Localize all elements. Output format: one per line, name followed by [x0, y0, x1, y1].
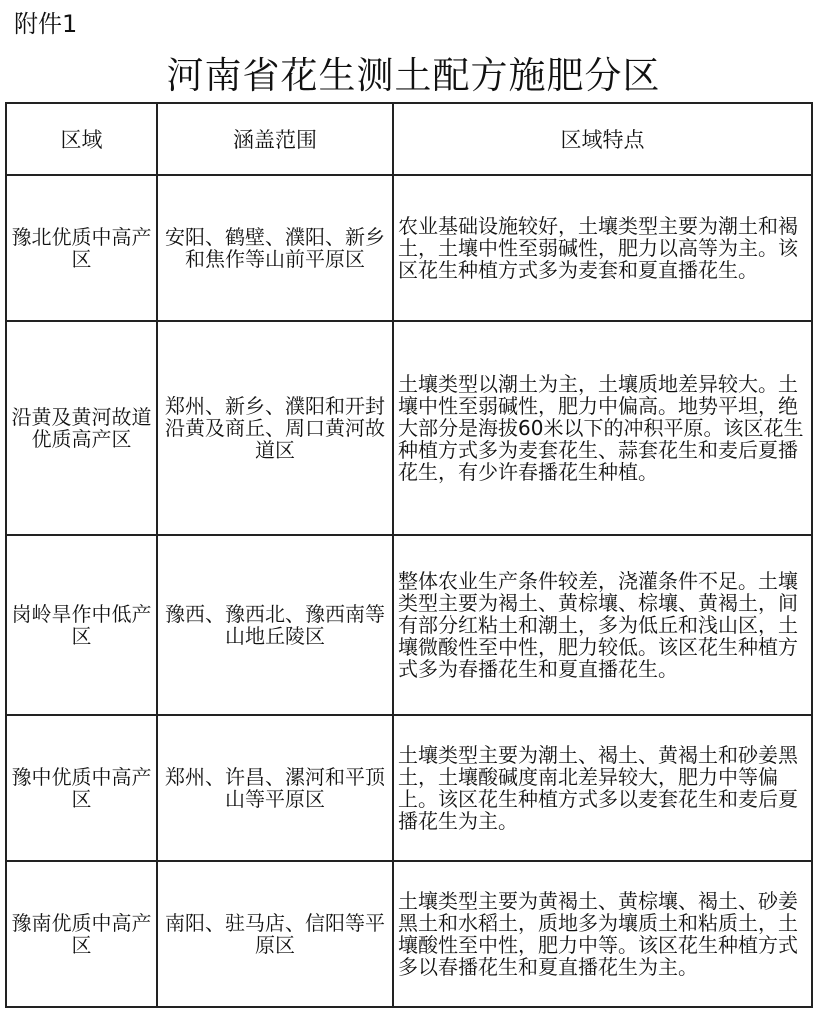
region-cell: 豫南优质中高产区	[6, 861, 157, 1007]
table-row	[6, 321, 812, 535]
features-cell: 土壤类型以潮土为主，土壤质地差异较大。土壤中性至弱碱性，肥力中偏高。地势平坦，绝大部分是海拔60米以下的冲积平原。该区花生种植方式多为麦套花生、蒜套花生和麦后夏播花生，有少许春播花生种植。	[393, 321, 812, 535]
coverage-cell: 豫西、豫西北、豫西南等山地丘陵区	[157, 535, 393, 715]
region-cell: 豫中优质中高产区	[6, 715, 157, 861]
region-cell: 沿黄及黄河故道优质高产区	[6, 321, 157, 535]
table-row	[6, 861, 812, 1007]
region-cell: 豫北优质中高产区	[6, 175, 157, 321]
attachment-label: 附件1	[14, 10, 78, 38]
coverage-cell: 郑州、新乡、濮阳和开封沿黄及商丘、周口黄河故道区	[157, 321, 393, 535]
zoning-table	[5, 102, 813, 1008]
coverage-cell: 安阳、鹤壁、濮阳、新乡和焦作等山前平原区	[157, 175, 393, 321]
coverage-cell: 郑州、许昌、漯河和平顶山等平原区	[157, 715, 393, 861]
features-cell: 整体农业生产条件较差，浇灌条件不足。土壤类型主要为褐土、黄棕壤、棕壤、黄褐土，间有部分红粘土和潮土，多为低丘和浅山区，土壤微酸性至中性，肥力较低。该区花生种植方式多为春播花生和夏直播花生。	[393, 535, 812, 715]
coverage-cell: 南阳、驻马店、信阳等平原区	[157, 861, 393, 1007]
region-cell: 岗岭旱作中低产区	[6, 535, 157, 715]
header-features: 区域特点	[393, 103, 812, 175]
header-region: 区域	[6, 103, 157, 175]
table-row	[6, 715, 812, 861]
table-row	[6, 175, 812, 321]
header-coverage: 涵盖范围	[157, 103, 393, 175]
document-title: 河南省花生测土配方施肥分区	[166, 54, 661, 97]
features-cell: 土壤类型主要为潮土、褐土、黄褐土和砂姜黑土，土壤酸碱度南北差异较大，肥力中等偏上。该区花生种植方式多以麦套花生和麦后夏播花生为主。	[393, 715, 812, 861]
features-cell: 土壤类型主要为黄褐土、黄棕壤、褐土、砂姜黑土和水稻土，质地多为壤质土和粘质土，土壤酸性至中性，肥力中等。该区花生种植方式多以春播花生和夏直播花生为主。	[393, 861, 812, 1007]
table-header-row	[6, 103, 812, 175]
table-row	[6, 535, 812, 715]
features-cell: 农业基础设施较好，土壤类型主要为潮土和褐土，土壤中性至弱碱性，肥力以高等为主。该区花生种植方式多为麦套和夏直播花生。	[393, 175, 812, 321]
